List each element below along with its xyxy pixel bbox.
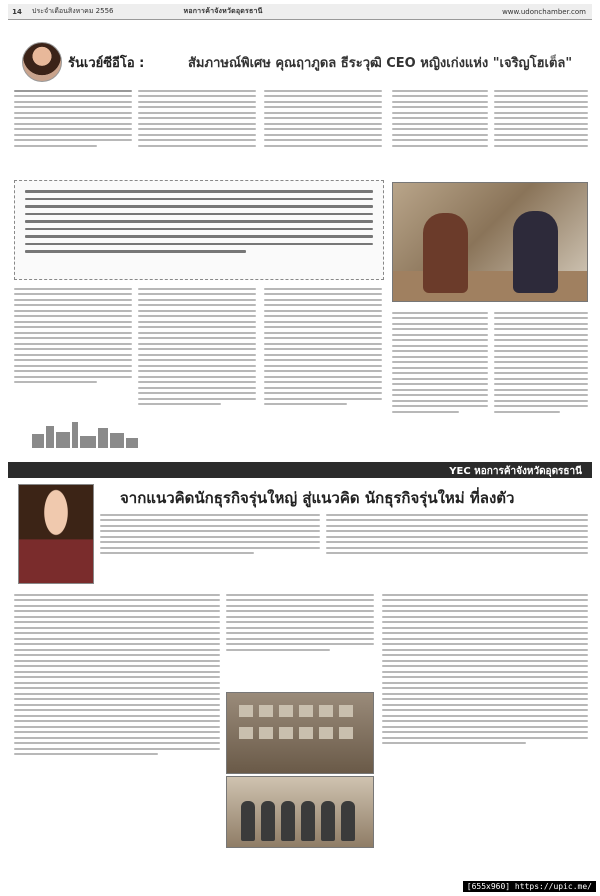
column-titlebar (8, 42, 592, 80)
article-column-9 (392, 308, 488, 474)
yec-intro-column (100, 510, 320, 580)
yec-column-3 (382, 590, 588, 852)
article-column-2 (138, 86, 256, 178)
article-column-4 (392, 86, 488, 178)
image-size-watermark: [655x960] https://upic.me/ (463, 881, 596, 892)
article-column-5 (494, 86, 588, 178)
interview-photo (392, 182, 588, 302)
yec-band-label: YEC หอการค้าจังหวัดอุดรธานี (449, 466, 582, 477)
column-name: รันเวย์ซีอีโอ : (68, 56, 145, 71)
yec-portrait-photo (18, 484, 94, 584)
article-column-1 (14, 86, 132, 178)
article-column-7 (138, 284, 256, 474)
yec-section-band (8, 462, 592, 478)
skyline-illustration (32, 420, 142, 448)
columnist-avatar (22, 42, 62, 82)
page-header (8, 4, 592, 20)
yec-column-2 (226, 590, 374, 688)
yec-column-right-top (326, 510, 588, 580)
group-event-photo (226, 776, 374, 848)
pull-quote-box (14, 180, 384, 280)
website-link[interactable]: www.udonchamber.com (502, 7, 586, 16)
article-column-10 (494, 308, 588, 474)
interview-section (8, 22, 592, 462)
article-column-6 (14, 284, 132, 434)
article-column-8 (264, 284, 382, 474)
hotel-building-photo (226, 692, 374, 774)
yec-column-1 (14, 590, 220, 860)
issue-date: ประจำเดือนสิงหาคม 2556 (32, 7, 114, 15)
column-subtitle: สัมภาษณ์พิเศษ คุณฤาภูดล ธีระวุฒิ CEO หญิงเก่งแห่ง "เจริญโฮเต็ล" (188, 56, 573, 71)
yec-headline: จากแนวคิดนักธุรกิจรุ่นใหญ่ สู่แนวคิด นักธุรกิจรุ่นใหม่ ที่ลงตัว (120, 489, 515, 507)
article-column-3 (264, 86, 382, 178)
publication-name: หอการค้าจังหวัดอุดรธานี (183, 7, 263, 15)
page-number: 14 (12, 7, 22, 16)
